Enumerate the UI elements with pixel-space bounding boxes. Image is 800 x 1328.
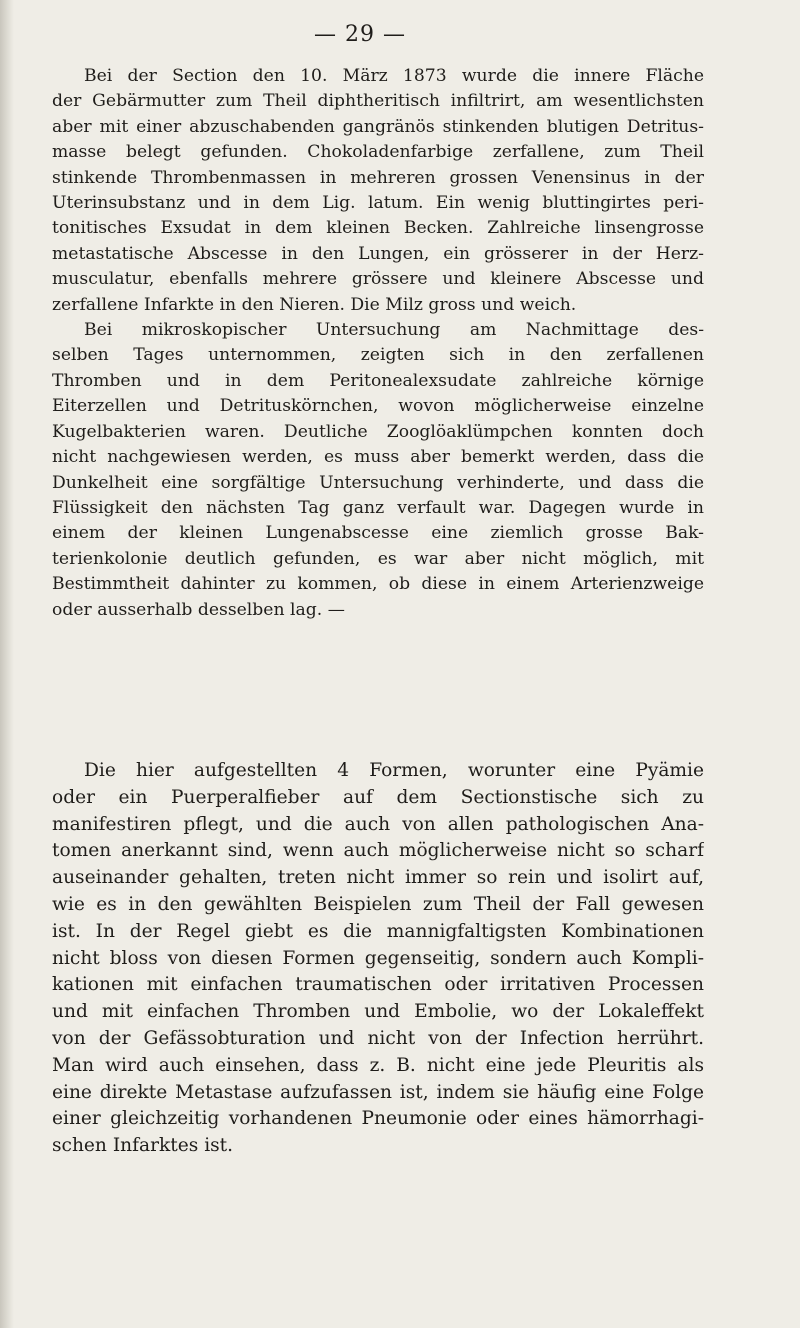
text-line: eine direkte Metastase aufzufassen ist, indem sie häufig eine Folge bbox=[52, 1081, 704, 1103]
text-line: und mit einfachen Thromben und Embolie, wo der Lokaleffekt bbox=[52, 1001, 704, 1023]
page-number: — 29 — bbox=[314, 22, 406, 47]
text-line: einer gleichzeitig vorhandenen Pneumonie oder eines hämorrhagi- bbox=[52, 1108, 704, 1130]
text-line: musculatur, ebenfalls mehrere grössere und kleinere Abscesse und bbox=[52, 269, 704, 290]
text-line: terienkolonie deutlich gefunden, es war aber nicht möglich, mit bbox=[52, 548, 704, 569]
text-line: einem der kleinen Lungenabscesse eine ziemlich grosse Bak- bbox=[52, 523, 704, 544]
page-gutter-shadow bbox=[0, 0, 14, 1328]
text-line: selben Tages unternommen, zeigten sich in den zerfallenen bbox=[52, 345, 704, 366]
text-line: oder ein Puerperalfieber auf dem Sectionstische sich zu bbox=[52, 786, 704, 808]
text-line: metastatische Abscesse in den Lungen, ein grösserer in der Herz- bbox=[52, 243, 704, 264]
text-line: nicht bloss von diesen Formen gegenseitig, sondern auch Kompli- bbox=[52, 947, 704, 969]
text-line: Thromben und in dem Peritonealexsudate zahlreiche körnige bbox=[52, 370, 704, 391]
paragraph-microscopic-findings bbox=[52, 318, 704, 623]
text-line: stinkende Thrombenmassen in mehreren grossen Venensinus in der bbox=[52, 167, 704, 188]
text-line: aber mit einer abzuschabenden gangränös stinkenden blutigen Detritus- bbox=[52, 116, 704, 137]
text-line: zerfallene Infarkte in den Nieren. Die Milz gross und weich. bbox=[52, 294, 577, 315]
paragraph-forms-discussion bbox=[52, 758, 704, 1160]
text-line: oder ausserhalb desselben lag. — bbox=[52, 599, 345, 620]
text-line: Eiterzellen und Detrituskörnchen, wovon möglicherweise einzelne bbox=[52, 396, 704, 417]
text-line: von der Gefässobturation und nicht von der Infection herrührt. bbox=[52, 1027, 704, 1049]
text-line: schen Infarktes ist. bbox=[52, 1135, 234, 1157]
text-line: Die hier aufgestellten 4 Formen, worunter eine Pyämie bbox=[84, 760, 704, 781]
text-line: Flüssigkeit den nächsten Tag ganz verfault war. Dagegen wurde in bbox=[52, 497, 704, 518]
text-line: ist. In der Regel giebt es die mannigfaltigsten Kombinationen bbox=[52, 920, 704, 942]
text-line: Man wird auch einsehen, dass z. B. nicht eine jede Pleuritis als bbox=[52, 1054, 704, 1076]
text-line: tonitisches Exsudat in dem kleinen Becken. Zahlreiche linsengrosse bbox=[52, 218, 704, 239]
text-line: kationen mit einfachen traumatischen oder irritativen Processen bbox=[52, 974, 704, 996]
text-line: Uterinsubstanz und in dem Lig. latum. Ein wenig bluttingirtes peri- bbox=[52, 193, 704, 214]
upper-text-block bbox=[52, 64, 704, 623]
text-line: nicht nachgewiesen werden, es muss aber bemerkt werden, dass die bbox=[52, 447, 704, 468]
text-line: masse belegt gefunden. Chokoladenfarbige zerfallene, zum Theil bbox=[52, 142, 704, 163]
text-line: Bestimmtheit dahinter zu kommen, ob diese in einem Arterienzweige bbox=[52, 574, 704, 595]
text-line: tomen anerkannt sind, wenn auch möglicherweise nicht so scharf bbox=[52, 840, 704, 862]
lower-text-block bbox=[52, 758, 704, 1160]
text-line: der Gebärmutter zum Theil diphtheritisch infiltrirt, am wesentlichsten bbox=[52, 91, 704, 112]
paragraph-section-findings bbox=[52, 64, 704, 318]
text-line: wie es in den gewählten Beispielen zum Theil der Fall gewesen bbox=[52, 893, 704, 915]
text-line: auseinander gehalten, treten nicht immer so rein und isolirt auf, bbox=[52, 867, 704, 889]
text-line: manifestiren pflegt, und die auch von allen pathologischen Ana- bbox=[52, 813, 704, 835]
text-line: Bei der Section den 10. März 1873 wurde die innere Fläche bbox=[84, 66, 704, 86]
text-line: Kugelbakterien waren. Deutliche Zooglöaklümpchen konnten doch bbox=[52, 421, 704, 442]
text-line: Bei mikroskopischer Untersuchung am Nachmittage des- bbox=[84, 320, 704, 341]
text-line: Dunkelheit eine sorgfältige Untersuchung verhinderte, und dass die bbox=[52, 472, 704, 493]
